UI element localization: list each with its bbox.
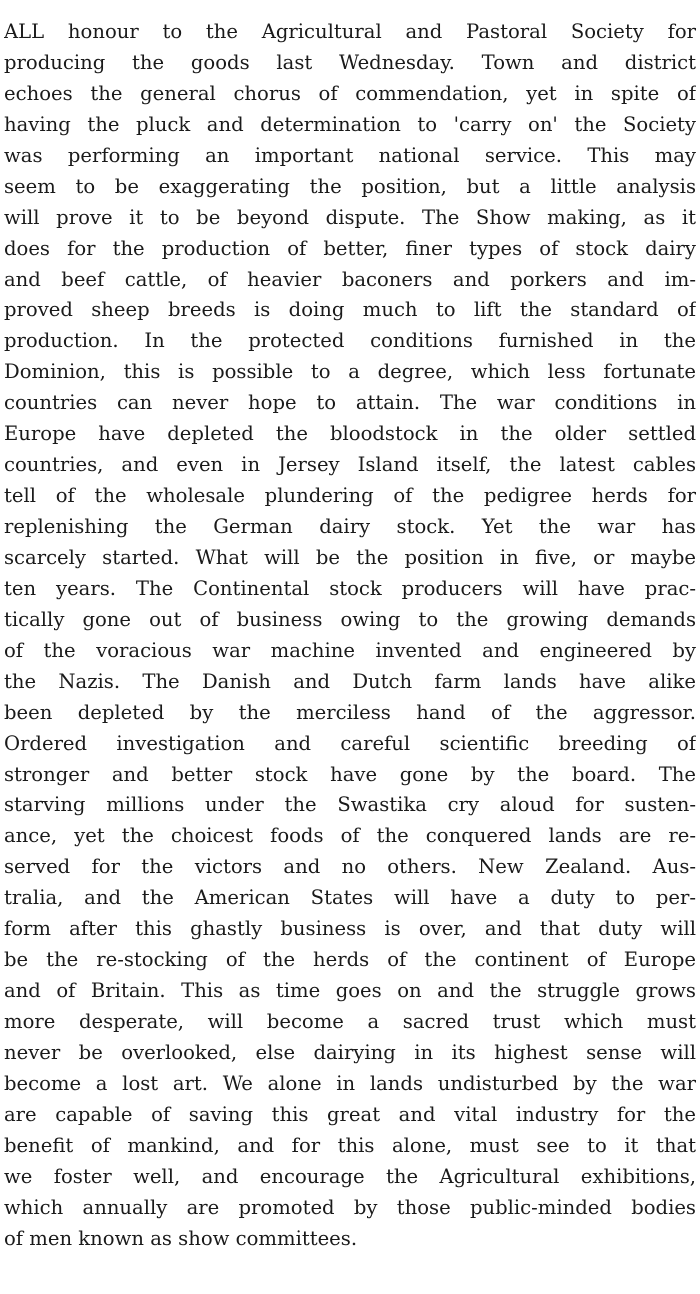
text-line: replenishing the German dairy stock. Yet the war has (4, 515, 696, 538)
text-line: ALL honour to the Agricultural and Pastoral Society for (4, 20, 696, 43)
text-line: which annually are promoted by those public-minded bodies (4, 1195, 696, 1219)
text-line: form after this ghastly business is over, and that duty will (4, 917, 696, 941)
text-line: producing the goods last Wednesday. Town and district (4, 50, 696, 74)
article-body (4, 17, 696, 1255)
text-line: will prove it to be beyond dispute. The Show making, as it (4, 205, 696, 229)
text-line: production. In the protected conditions furnished in the (4, 329, 696, 353)
text-line: starving millions under the Swastika cry aloud for susten- (4, 793, 696, 817)
text-line: was performing an important national service. This may (4, 143, 696, 167)
text-line: been depleted by the merciless hand of the aggressor. (4, 700, 696, 724)
text-line: does for the production of better, finer types of stock dairy (4, 236, 696, 260)
text-line: stronger and better stock have gone by the board. The (4, 762, 696, 786)
text-line: Dominion, this is possible to a degree, which less fortunate (4, 360, 696, 384)
text-line: and beef cattle, of heavier baconers and porkers and im- (4, 267, 696, 291)
text-line: benefit of mankind, and for this alone, must see to it that (4, 1133, 696, 1157)
text-line: having the pluck and determination to 'carry on' the Society (4, 112, 696, 136)
text-line: echoes the general chorus of commendation, yet in spite of (4, 81, 696, 105)
text-line: countries can never hope to attain. The war conditions in (4, 391, 696, 415)
text-line: more desperate, will become a sacred trust which must (4, 1010, 696, 1033)
text-line: Ordered investigation and careful scientific breeding of (4, 731, 696, 755)
text-line: become a lost art. We alone in lands undisturbed by the war (4, 1071, 696, 1095)
text-line: countries, and even in Jersey Island itself, the latest cables (4, 453, 696, 477)
text-line: tralia, and the American States will have a duty to per- (4, 886, 696, 910)
text-line: ten years. The Continental stock producers will have prac- (4, 576, 696, 600)
text-line: Europe have depleted the bloodstock in the older settled (4, 422, 696, 446)
text-line: are capable of saving this great and vital industry for the (4, 1102, 696, 1126)
text-line: seem to be exaggerating the position, but a little analysis (4, 174, 696, 198)
text-line: of the voracious war machine invented and engineered by (4, 638, 696, 662)
text-line: be the re-stocking of the herds of the continent of Europe (4, 948, 696, 972)
text-line: never be overlooked, else dairying in its highest sense will (4, 1040, 696, 1064)
text-line: proved sheep breeds is doing much to lift the standard of (4, 298, 696, 322)
text-line: and of Britain. This as time goes on and the struggle grows (4, 979, 696, 1003)
text-line: served for the victors and no others. New Zealand. Aus- (4, 855, 696, 879)
text-line: of men known as show committees. (4, 1226, 358, 1250)
text-line: we foster well, and encourage the Agricultural exhibitions, (4, 1164, 696, 1188)
text-line: tically gone out of business owing to the growing demands (4, 607, 696, 631)
text-line: scarcely started. What will be the position in five, or maybe (4, 545, 696, 569)
text-line: ance, yet the choicest foods of the conquered lands are re- (4, 824, 696, 848)
text-line: tell of the wholesale plundering of the pedigree herds for (4, 484, 696, 508)
text-line: the Nazis. The Danish and Dutch farm lands have alike (4, 669, 696, 693)
